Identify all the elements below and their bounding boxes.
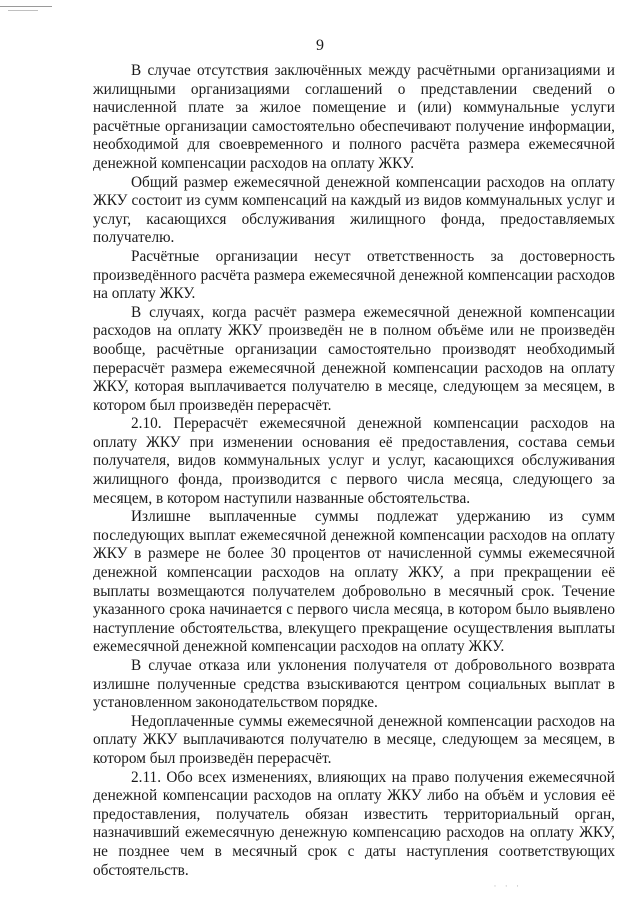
paragraph: В случае отказа или уклонения получателя от добровольного возврата излишне полученные средства взыскиваются центром социальных выплат в установленном законодательством порядке. bbox=[93, 657, 615, 712]
paragraph: Недоплаченные суммы ежемесячной денежной компенсации расходов на оплату ЖКУ выплачиваются получателю в месяце, следующем за месяцем, в котором был произведён перерасчёт. bbox=[93, 712, 615, 767]
paragraph: Расчётные организации несут ответственность за достоверность произведённого расчёта размера ежемесячной денежной компенсации расходов на оплату ЖКУ. bbox=[93, 247, 615, 303]
scan-artifact-line bbox=[0, 6, 52, 7]
document-body bbox=[93, 62, 615, 880]
paragraph: 2.11. Обо всех изменениях, влияющих на право получения ежемесячной денежной компенсации расходов на оплату ЖКУ либо на объём и условия её предоставления, получатель обязан известить территориальный орган, назначивший ежемесячную денежную компенсацию расходов на оплату ЖКУ, не позднее чем в месячный срок с даты наступления соответствующих обстоятельств. bbox=[93, 768, 615, 879]
paragraph: В случаях, когда расчёт размера ежемесячной денежной компенсации расходов на оплату ЖКУ произведён не в полном объёме или не произведён вообще, расчётные организации самостоятельно производят необходимый перерасчёт размера ежемесячной денежной компенсации расходов на оплату ЖКУ, которая выплачивается получателю в месяце, следующем за месяцем, в котором был произведён перерасчёт. bbox=[93, 303, 615, 414]
scan-artifact-dots: · · · bbox=[493, 881, 522, 891]
paragraph: Излишне выплаченные суммы подлежат удержанию из сумм последующих выплат ежемесячной денежной компенсации расходов на оплату ЖКУ в размере не более 30 процентов от начисленной суммы ежемесячной денежной компенсации расходов на оплату ЖКУ, а при прекращении её выплаты возмещаются получателем добровольно в месячный срок. Течение указанного срока начинается с первого числа месяца, в котором было выявлено наступление обстоятельства, влекущего прекращение осуществления выплаты ежемесячной денежной компенсации расходов на оплату ЖКУ. bbox=[93, 508, 615, 656]
paragraph: В случае отсутствия заключённых между расчётными организациями и жилищными организациями соглашений о представлении сведений о начисленной плате за жилое помещение и (или) коммунальные услуги расчётные организации самостоятельно обеспечивают получение информации, необходимой для своевременного и полного расчёта размера ежемесячной денежной компенсации расходов на оплату ЖКУ. bbox=[93, 62, 615, 172]
page-number: 9 bbox=[316, 37, 324, 54]
paragraph: 2.10. Перерасчёт ежемесячной денежной компенсации расходов на оплату ЖКУ при изменении основания её предоставления, состава семьи получателя, видов коммунальных услуг и услуг, касающихся обслуживания жилищного фонда, производится с первого числа месяца, следующего за месяцем, в котором наступили названные обстоятельства. bbox=[93, 415, 615, 507]
paragraph: Общий размер ежемесячной денежной компенсации расходов на оплату ЖКУ состоит из сумм компенсаций на каждый из видов коммунальных услуг и услуг, касающихся обслуживания жилищного фонда, предоставляемых получателю. bbox=[93, 173, 615, 247]
scan-artifact-line bbox=[8, 10, 38, 11]
